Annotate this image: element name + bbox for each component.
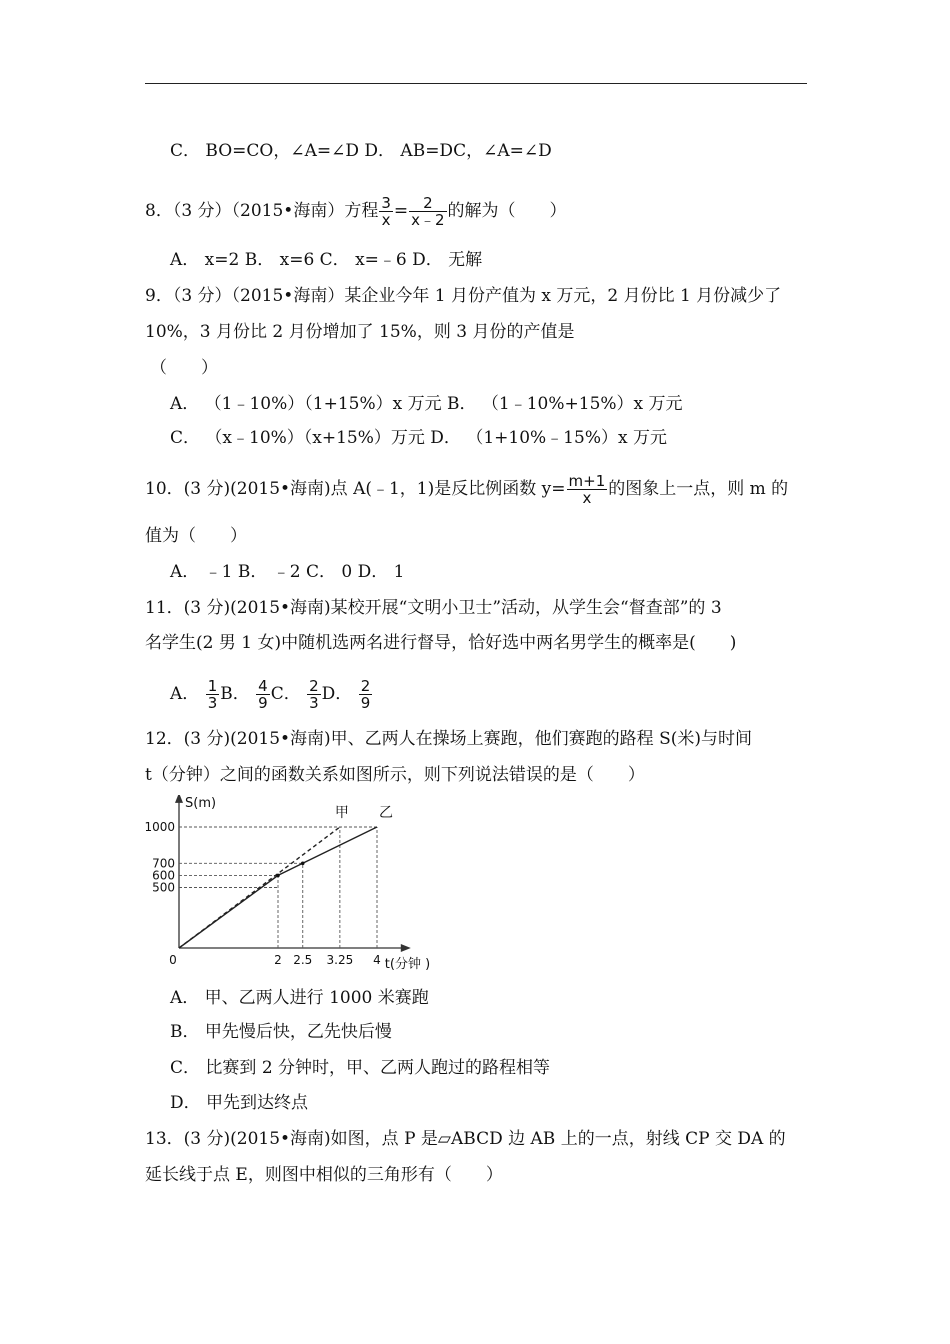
y-tick-label: 700 [152, 856, 175, 871]
q8-stem-pre: 8．（3 分）（2015•海南）方程 [145, 201, 379, 221]
y-tick-label: 1000 [144, 820, 175, 834]
x-tick-label: 3.25 [326, 953, 354, 967]
y-axis-arrow [175, 795, 183, 803]
distance-time-chart [135, 795, 465, 975]
q12-option-c: C． 比赛到 2 分钟时，甲、乙两人跑过的路程相等 [170, 1058, 551, 1078]
q12-option-b: B． 甲先慢后快，乙先快后慢 [170, 1022, 392, 1042]
q11-line1: 11．(3 分)(2015•海南)某校开展“文明小卫士”活动，从学生会“督查部”的 3 [145, 598, 722, 618]
q11-option-d-fraction: $\frac{2}{9}$ [360, 677, 371, 712]
q10-stem-post: 的图象上一点，则 m 的 [608, 479, 789, 499]
q11-options [170, 678, 373, 711]
x-tick-label: 4 [373, 953, 381, 967]
x-tick-label: 2 [274, 953, 282, 967]
q9-options-ab: A． （1﹣10%）（1+15%）x 万元 B． （1﹣10%+15%）x 万元 [170, 394, 683, 414]
point-2-600 [276, 874, 280, 878]
q9-line2: 10%，3 月份比 2 月份增加了 15%，则 3 月份的产值是 [145, 322, 575, 342]
series-label-1: 甲 [334, 805, 349, 821]
point-2-5-700 [301, 862, 305, 866]
origin-label: 0 [169, 953, 177, 967]
x-axis-arrow [401, 944, 411, 952]
q11-option-d-label: D． [321, 684, 353, 704]
q10-options: A． ﹣1 B． ﹣2 C． 0 D． 1 [170, 562, 405, 582]
q8-stem [145, 195, 567, 228]
q9-line1: 9．（3 分）（2015•海南）某企业今年 1 月份产值为 x 万元，2 月份比 1 月份减少了 [145, 286, 782, 306]
q8-fraction-1: $\frac{3}{x}$ [381, 194, 391, 229]
q12-line2: t（分钟）之间的函数关系如图所示，则下列说法错误的是（ ） [145, 765, 645, 785]
y-tick-label: 500 [152, 880, 175, 895]
q8-equals: = [393, 201, 409, 221]
q13-line1: 13．(3 分)(2015•海南)如图，点 P 是▱ABCD 边 AB 上的一点，射线 CP 交 DA 的 [145, 1129, 786, 1149]
q11-option-b-fraction: $\frac{4}{9}$ [258, 677, 268, 712]
x-tick-label: 2.5 [293, 953, 313, 967]
q10-fraction: $\frac{m+1}{x}$ [568, 472, 606, 507]
q11-option-b-label: B． [220, 684, 250, 704]
q12-option-a: A． 甲、乙两人进行 1000 米赛跑 [170, 988, 429, 1008]
q10-stem [145, 473, 788, 506]
header-rule [145, 83, 807, 84]
q9-paren: （ ） [150, 358, 218, 378]
q7-options: C． BO=CO，∠A=∠D D． AB=DC，∠A=∠D [170, 141, 552, 161]
q11-line2: 名学生(2 男 1 女)中随机选两名进行督导，恰好选中两名男学生的概率是( ) [145, 633, 737, 653]
q8-fraction-2: $\frac{2}{x﹣2}$ [411, 194, 445, 229]
q11-option-a-label: A． [170, 684, 200, 704]
q8-options: A． x=2 B． x=6 C． x=﹣6 D． 无解 [170, 250, 483, 270]
y-axis-label: S(m) [185, 795, 217, 811]
q11-option-a-fraction: $\frac{1}{3}$ [207, 677, 218, 712]
q10-stem-pre: 10．(3 分)(2015•海南)点 A(﹣1，1)是反比例函数 y= [145, 479, 566, 499]
q11-option-c-fraction: $\frac{2}{3}$ [309, 677, 319, 712]
q12-option-d: D． 甲先到达终点 [170, 1093, 309, 1113]
q8-stem-post: 的解为（ ） [447, 201, 567, 221]
x-axis-label: t(分钟 ) [384, 957, 431, 972]
y-tick-label: 600 [152, 868, 175, 883]
q9-options-cd: C． （x﹣10%）（x+15%）万元 D． （1+10%﹣15%）x 万元 [170, 428, 667, 448]
q13-line2: 延长线于点 E，则图中相似的三角形有（ ） [145, 1165, 503, 1185]
q10-line2: 值为（ ） [145, 526, 247, 546]
q12-line1: 12．(3 分)(2015•海南)甲、乙两人在操场上赛跑，他们赛跑的路程 S(米)与时间 [145, 729, 752, 749]
series-label-2: 乙 [379, 805, 393, 821]
q11-option-c-label: C． [270, 684, 301, 704]
